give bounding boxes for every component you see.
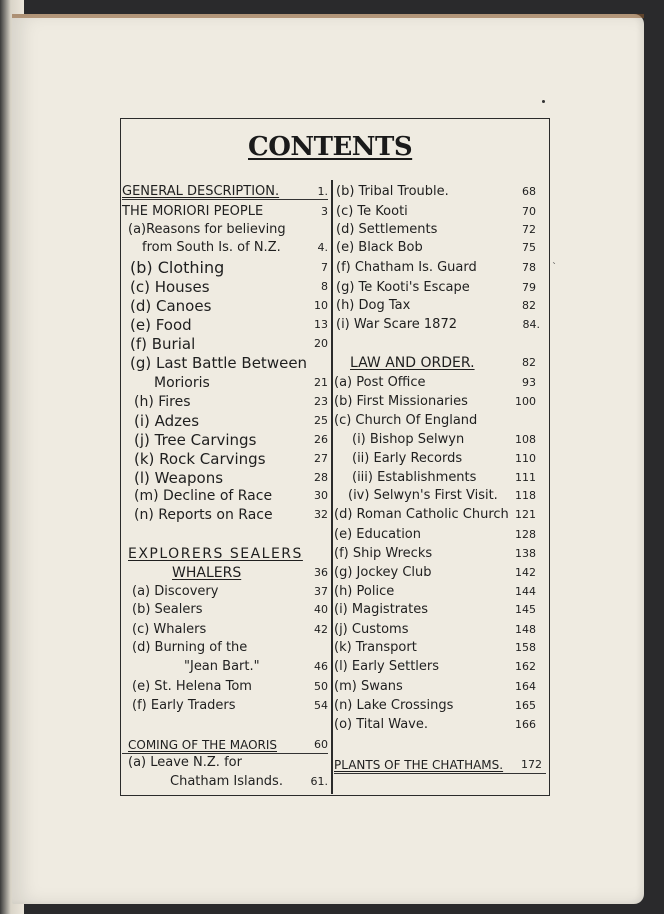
right-entry-title: PLANTS OF THE CHATHAMS. [334, 758, 504, 772]
left-entry [130, 258, 328, 278]
right-entry [334, 600, 536, 620]
left-entry [128, 220, 328, 240]
left-entry [170, 772, 328, 792]
left-entry-title: (a) Discovery [132, 584, 219, 599]
left-entry-title: (e) Food [130, 316, 192, 334]
right-entry-title: (c) Te Kooti [336, 204, 408, 219]
right-entry-title: (e) Black Bob [336, 240, 423, 255]
right-entry-page: 128 [515, 528, 536, 541]
left-entry [122, 182, 328, 202]
right-entry [336, 202, 536, 222]
left-entry [130, 296, 328, 316]
left-entry-page: 54 [314, 699, 328, 712]
right-entry [334, 525, 536, 545]
left-entry-page: 8 [321, 280, 328, 293]
right-entry [334, 657, 536, 677]
right-entry-page: 164 [515, 680, 536, 693]
right-entry [352, 449, 536, 469]
left-entry [134, 392, 328, 412]
left-entry [132, 600, 328, 620]
right-entry-title: (o) Tital Wave. [334, 717, 429, 732]
right-entry-page: 100 [515, 395, 536, 408]
right-entry [336, 278, 536, 298]
right-entry-page: 75 [522, 241, 536, 254]
right-entry [334, 715, 536, 735]
right-entry-title: (b) Tribal Trouble. [336, 184, 449, 199]
left-entry-title: (b) Clothing [130, 258, 225, 277]
left-entry-page: 25 [314, 414, 328, 427]
left-entry-page: 23 [314, 395, 328, 408]
left-entry [130, 315, 328, 335]
left-entry-page: 36 [314, 566, 328, 579]
left-entry-page: 7 [321, 261, 328, 274]
right-entry-page: 144 [515, 585, 536, 598]
right-entry [336, 238, 536, 258]
right-entry-page: 166 [515, 718, 536, 731]
left-entry-page: 4. [317, 241, 328, 254]
right-entry [336, 258, 536, 278]
right-entry [334, 677, 536, 697]
left-entry-page: 60 [314, 738, 328, 751]
column-divider [331, 180, 333, 794]
right-entry [336, 220, 536, 240]
left-entry-title: (h) Fires [134, 394, 191, 410]
right-entry-title: (d) Roman Catholic Church [334, 507, 509, 522]
left-entry-title: (g) Last Battle Between [130, 354, 308, 372]
left-entry [122, 202, 328, 222]
left-entry-title: (f) Burial [130, 335, 196, 353]
right-entry-page: 162 [515, 660, 536, 673]
right-entry-page: 138 [515, 547, 536, 560]
left-entry-title: (f) Early Traders [132, 698, 236, 713]
left-entry-title: EXPLORERS SEALERS [128, 546, 303, 562]
left-entry-title: Chatham Islands. [170, 774, 283, 789]
right-entry-title: (g) Te Kooti's Escape [336, 280, 470, 295]
right-entry [334, 373, 536, 393]
left-entry-page: 27 [314, 452, 328, 465]
right-entry-title: (iii) Establishments [352, 470, 477, 485]
left-entry [132, 638, 286, 658]
right-entry-title: (a) Post Office [334, 375, 426, 390]
right-entry-title: (h) Dog Tax [336, 298, 411, 313]
right-entry-page: 70 [522, 205, 536, 218]
right-entry-title: (b) First Missionaries [334, 394, 468, 409]
right-entry-title: (j) Customs [334, 622, 409, 637]
right-entry-title: (h) Police [334, 584, 395, 599]
right-entry [334, 505, 536, 525]
left-entry-title: (j) Tree Carvings [134, 431, 257, 449]
left-entry-page: 30 [314, 489, 328, 502]
left-entry-title: GENERAL DESCRIPTION. [122, 184, 280, 199]
left-entry [128, 735, 328, 755]
right-entry-title: (g) Jockey Club [334, 565, 432, 580]
right-entry [334, 696, 536, 716]
right-entry [334, 755, 542, 775]
left-entry-page: 46 [314, 660, 328, 673]
right-entry-title: (ii) Early Records [352, 451, 463, 466]
left-entry-page: 1. [317, 185, 328, 198]
left-entry [134, 505, 328, 525]
right-entry-title: (m) Swans [334, 679, 403, 694]
left-entry [142, 238, 328, 258]
right-entry-page: 142 [515, 566, 536, 579]
right-entry-title: (iv) Selwyn's First Visit. [348, 488, 498, 503]
right-entry-page: 108 [515, 433, 536, 446]
right-entry-page: 165 [515, 699, 536, 712]
right-entry-page: 93 [522, 376, 536, 389]
left-entry [130, 353, 328, 373]
page-top-edge [12, 14, 644, 18]
right-entry-title: (f) Ship Wrecks [334, 546, 433, 561]
right-entry-page: 110 [515, 452, 536, 465]
left-entry [134, 411, 328, 431]
left-entry-page: 3 [321, 205, 328, 218]
right-entry [334, 392, 536, 412]
right-entry-page: 84. [522, 318, 540, 331]
left-entry-page: 61. [310, 775, 328, 788]
left-entry-title: (c) Houses [130, 278, 210, 296]
right-entry [334, 638, 536, 658]
margin-tick-mark: ` [552, 262, 557, 273]
left-entry-title: Morioris [154, 375, 210, 391]
left-entry [130, 277, 328, 297]
right-entry [334, 582, 536, 602]
right-entry-page: 121 [515, 508, 536, 521]
right-entry-page: 79 [522, 281, 536, 294]
left-entry-page: 32 [314, 508, 328, 521]
left-entry [154, 373, 328, 393]
left-entry-title: COMING OF THE MAORIS [128, 738, 278, 752]
right-entry-title: (i) War Scare 1872 [336, 317, 457, 332]
left-entry-title: from South Is. of N.Z. [142, 240, 281, 255]
left-entry [130, 334, 328, 354]
right-entry-title: (d) Settlements [336, 222, 438, 237]
left-entry [134, 486, 328, 506]
left-entry-page: 42 [314, 623, 328, 636]
right-entry-title: LAW AND ORDER. [350, 355, 475, 371]
left-entry-title: (d) Burning of the [132, 640, 248, 655]
page-title: CONTENTS [248, 132, 413, 162]
right-entry [334, 411, 536, 431]
left-entry-title: (c) Whalers [132, 622, 207, 637]
right-entry-title: (c) Church Of England [334, 413, 478, 428]
right-entry-title: (l) Early Settlers [334, 659, 440, 674]
left-entry [134, 468, 328, 488]
left-entry-page: 50 [314, 680, 328, 693]
left-entry-title: (k) Rock Carvings [134, 450, 266, 468]
left-entry-title: (a) Leave N.Z. for [128, 755, 242, 770]
right-entry [336, 182, 536, 202]
left-entry-title: (a)Reasons for believing [128, 222, 286, 237]
left-entry-title: (i) Adzes [134, 412, 200, 430]
left-entry-title: (d) Canoes [130, 297, 212, 315]
right-entry-page: 72 [522, 223, 536, 236]
right-entry [336, 296, 536, 316]
right-entry-title: (k) Transport [334, 640, 417, 655]
left-entry-title: WHALERS [172, 565, 242, 581]
right-entry [334, 620, 536, 640]
right-entry [334, 563, 536, 583]
left-entry-page: 20 [314, 337, 328, 350]
right-entry [350, 353, 536, 373]
left-entry-title: (b) Sealers [132, 602, 203, 617]
right-entry-page: 68 [522, 185, 536, 198]
left-entry [132, 620, 328, 640]
left-entry [184, 657, 328, 677]
left-entry-page: 26 [314, 433, 328, 446]
ink-dot [542, 100, 545, 103]
left-entry-page: 21 [314, 376, 328, 389]
right-entry-page: 148 [515, 623, 536, 636]
left-entry [172, 563, 328, 583]
right-entry [352, 430, 536, 450]
right-entry-title: (n) Lake Crossings [334, 698, 454, 713]
right-entry-title: (e) Education [334, 527, 421, 542]
left-entry [128, 753, 282, 773]
right-entry-page: 82 [522, 299, 536, 312]
right-entry-title: (i) Bishop Selwyn [352, 432, 465, 447]
left-entry-title: (n) Reports on Race [134, 507, 273, 523]
left-entry [132, 677, 328, 697]
right-entry-page: 82 [522, 356, 536, 369]
right-entry [348, 486, 536, 506]
left-entry-page: 13 [314, 318, 328, 331]
right-entry-page: 111 [515, 471, 536, 484]
right-entry-page: 158 [515, 641, 536, 654]
right-entry [352, 468, 536, 488]
right-entry-title: (f) Chatham Is. Guard [336, 260, 477, 275]
left-entry-title: "Jean Bart." [184, 659, 260, 674]
left-entry-title: (e) St. Helena Tom [132, 679, 252, 694]
left-entry [132, 582, 328, 602]
right-entry-page: 78 [522, 261, 536, 274]
left-entry-page: 28 [314, 471, 328, 484]
left-entry [132, 696, 328, 716]
right-entry-title: (i) Magistrates [334, 602, 428, 617]
left-entry [128, 544, 306, 564]
left-entry [134, 430, 328, 450]
left-entry-page: 37 [314, 585, 328, 598]
left-entry [134, 449, 328, 469]
right-entry [336, 315, 540, 335]
right-entry-page: 172 [521, 758, 542, 771]
left-entry-page: 40 [314, 603, 328, 616]
left-entry-page: 10 [314, 299, 328, 312]
left-entry-title: THE MORIORI PEOPLE [122, 204, 264, 219]
right-entry-page: 145 [515, 603, 536, 616]
left-entry-title: (l) Weapons [134, 469, 224, 487]
right-entry [334, 544, 536, 564]
left-entry-title: (m) Decline of Race [134, 488, 273, 504]
right-entry-page: 118 [515, 489, 536, 502]
